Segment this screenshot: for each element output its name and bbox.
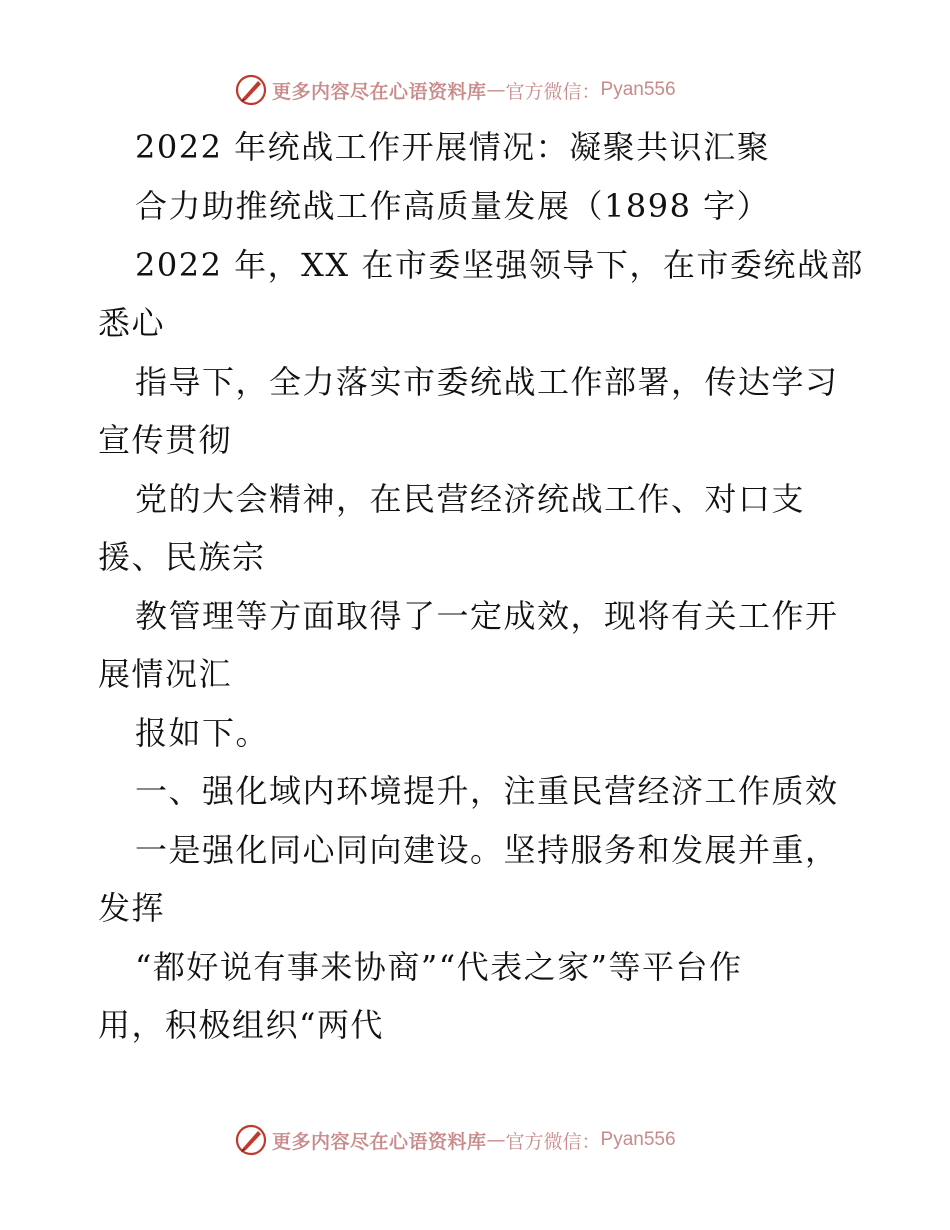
footer-watermark bbox=[234, 1122, 754, 1158]
paragraph-line: 援、民族宗 bbox=[98, 538, 266, 576]
watermark-wechat-id: Pyan556 bbox=[600, 79, 676, 100]
paragraph-line: 悉心 bbox=[98, 304, 166, 342]
paragraph-line: 发挥 bbox=[98, 889, 166, 927]
paragraph-line: “都好说有事来协商”“代表之家”等平台作 bbox=[135, 948, 743, 986]
watermark-main-text: 更多内容尽在心语资料库 bbox=[272, 1130, 487, 1153]
header-watermark bbox=[234, 72, 754, 108]
watermark-wechat-label: 官方微信： bbox=[505, 1130, 601, 1153]
watermark-dash: — bbox=[486, 1129, 506, 1151]
paragraph-line: 展情况汇 bbox=[98, 655, 233, 693]
paragraph-line: 宣传贯彻 bbox=[98, 421, 233, 459]
watermark-wechat-id: Pyan556 bbox=[600, 1129, 676, 1150]
paragraph-line: 指导下，全力落实市委统战工作部署，传达学习 bbox=[135, 363, 839, 401]
paragraph-line: 教管理等方面取得了一定成效，现将有关工作开 bbox=[135, 597, 839, 635]
paragraph-line: 用，积极组织“两代 bbox=[98, 1006, 384, 1044]
paragraph-line: 2022 年，XX 在市委坚强领导下，在市委统战部 bbox=[135, 246, 864, 284]
paragraph-line: 一是强化同心同向建设。坚持服务和发展并重， bbox=[135, 831, 839, 869]
watermark-main-text: 更多内容尽在心语资料库 bbox=[272, 80, 487, 103]
quill-pen-logo-icon bbox=[234, 73, 268, 107]
paragraph-line: 报如下。 bbox=[135, 714, 270, 752]
quill-pen-logo-icon bbox=[234, 1123, 268, 1157]
paragraph-line: 党的大会精神，在民营经济统战工作、对口支 bbox=[135, 480, 806, 518]
watermark-dash: — bbox=[486, 79, 506, 101]
title-line-1: 2022 年统战工作开展情况：凝聚共识汇聚 bbox=[135, 128, 771, 166]
section-heading: 一、强化域内环境提升，注重民营经济工作质效 bbox=[135, 772, 839, 810]
title-line-2: 合力助推统战工作高质量发展（1898 字） bbox=[135, 187, 771, 225]
watermark-wechat-label: 官方微信： bbox=[505, 80, 601, 103]
